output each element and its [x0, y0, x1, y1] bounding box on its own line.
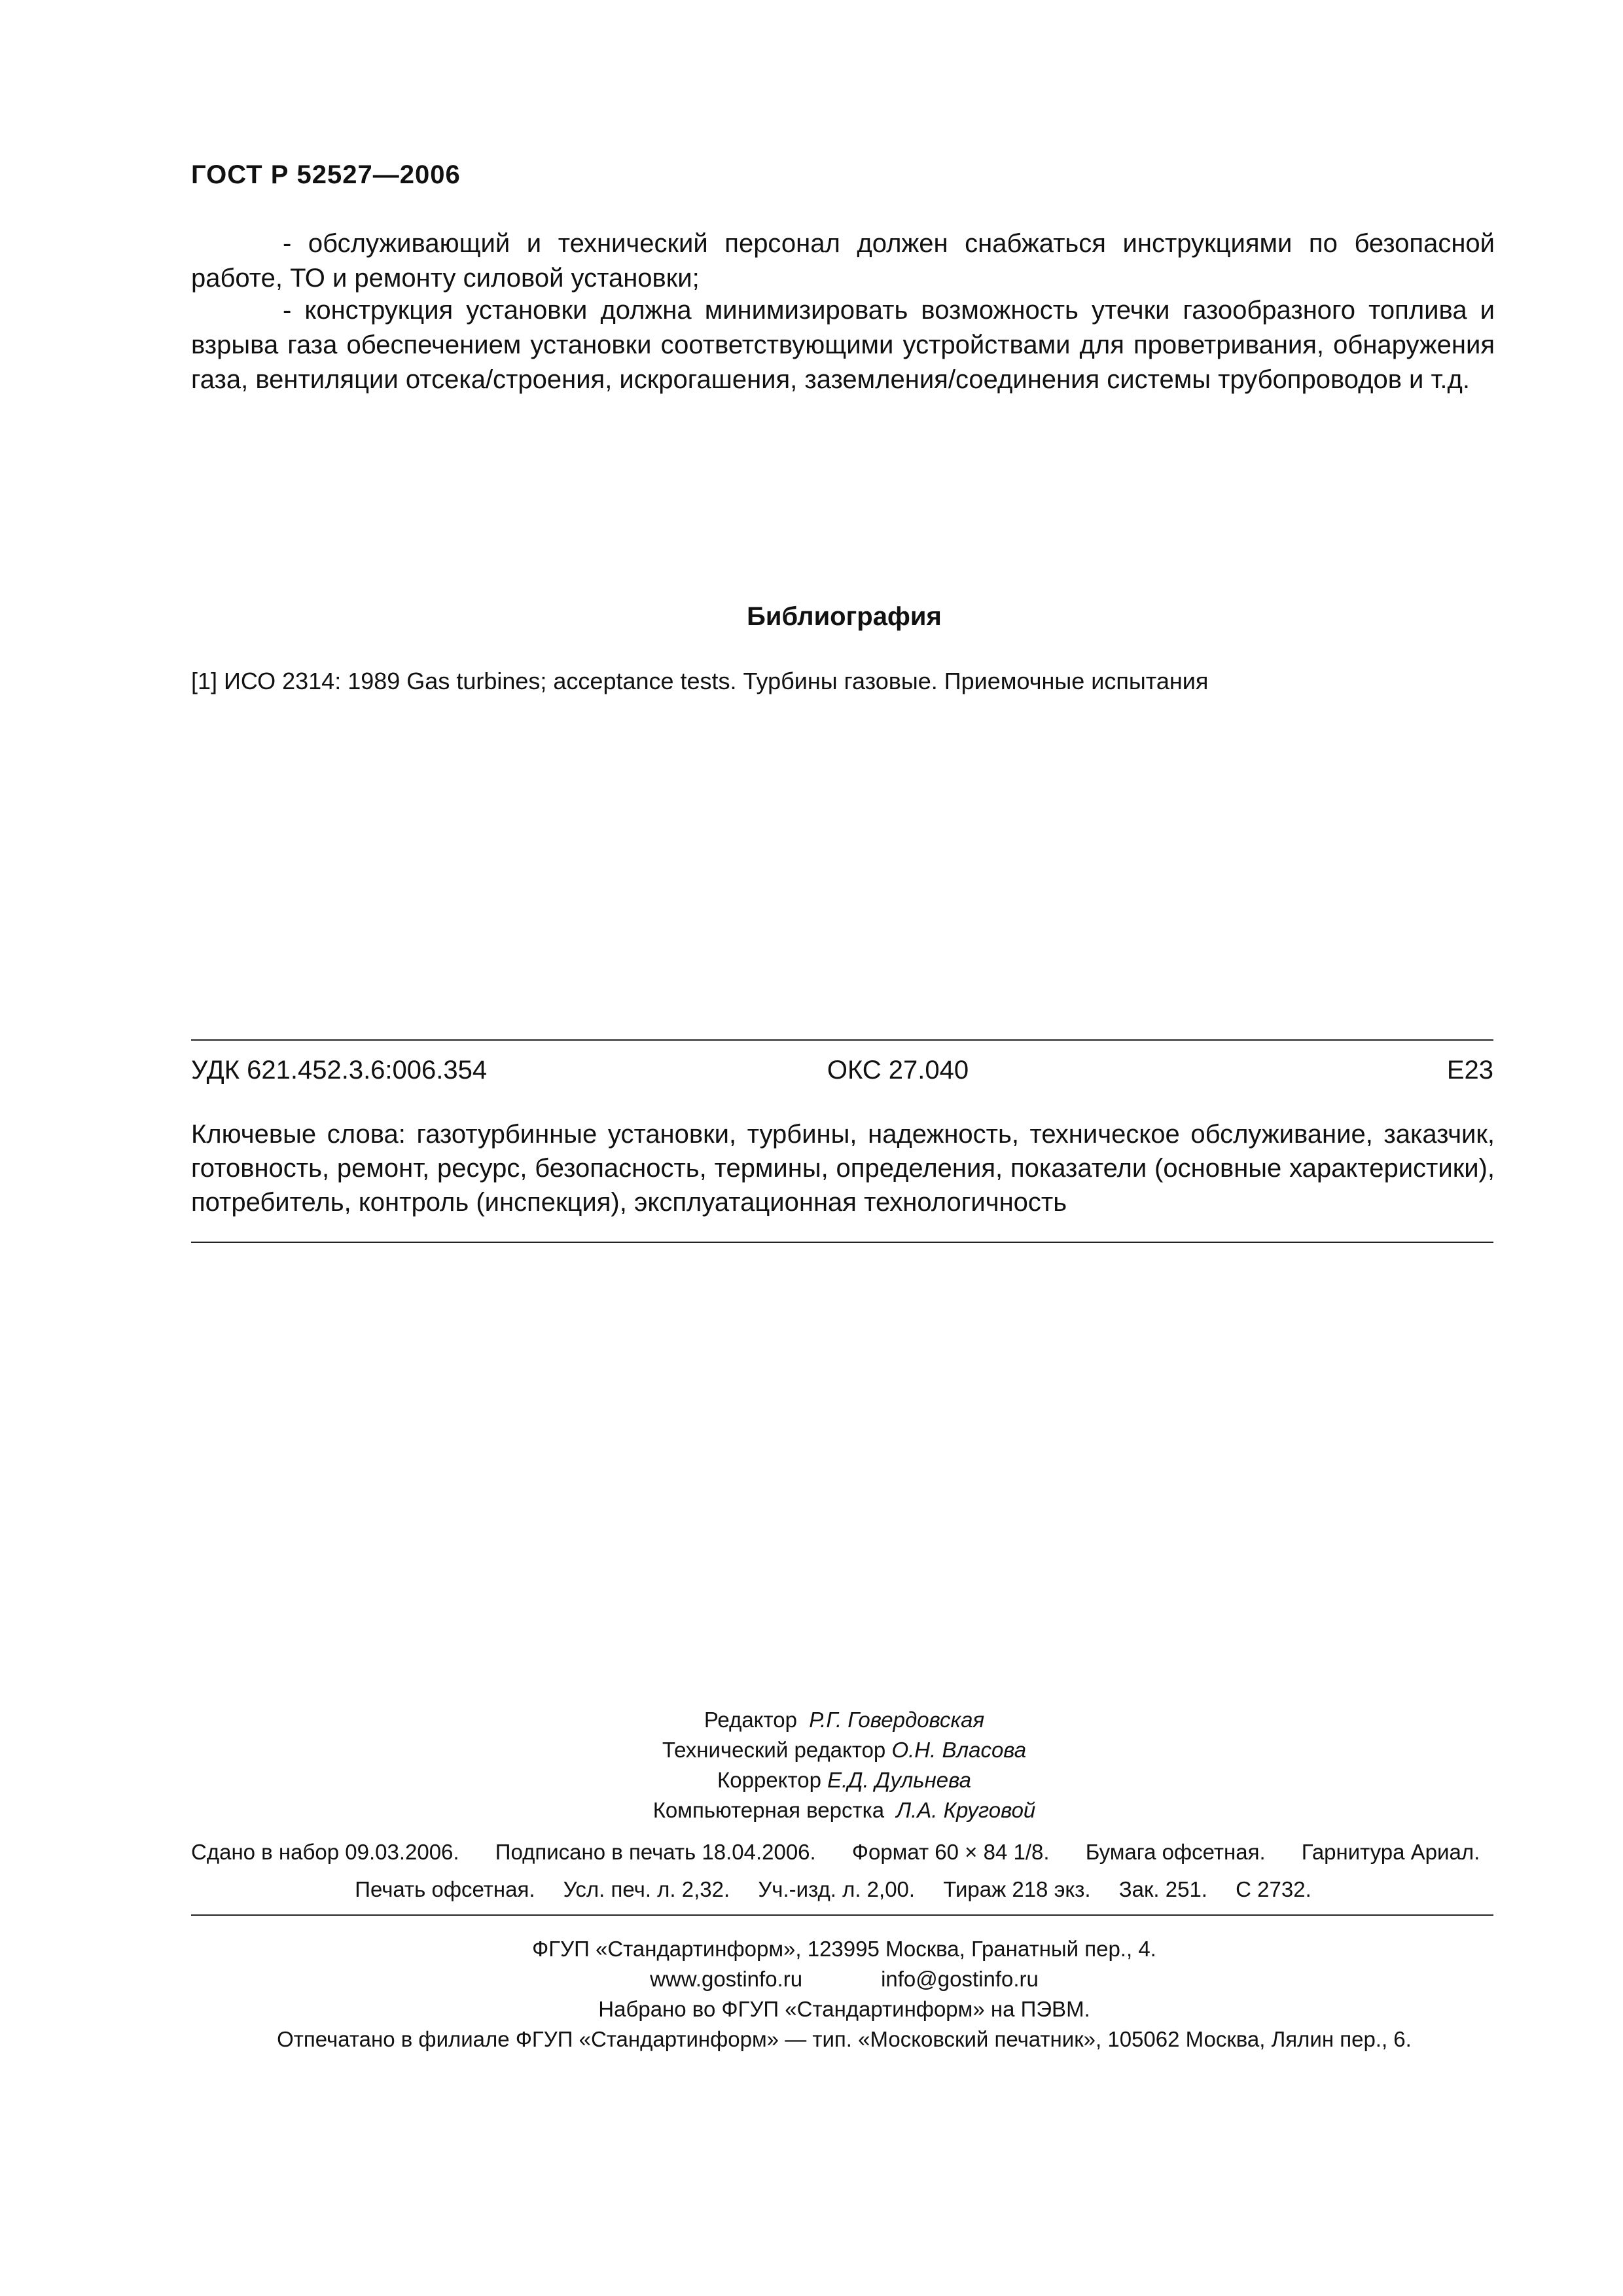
publication-line-1	[191, 1840, 1500, 1865]
credit-tech-editor-name: О.Н. Власова	[891, 1738, 1027, 1762]
footer-website[interactable]: www.gostinfo.ru	[650, 1967, 803, 1991]
pub-code: С 2732.	[1236, 1877, 1311, 1901]
credits	[0, 1705, 1623, 1825]
footer-printed: Отпечатано в филиале ФГУП «Стандартинформ» — тип. «Московский печатник», 105062 Москва, Лялин пер., 6.	[277, 2027, 1412, 2051]
credit-editor-name: Р.Г. Говердовская	[809, 1708, 985, 1732]
credit-layout-name: Л.А. Круговой	[896, 1798, 1036, 1822]
credit-corrector-label: Корректор	[717, 1768, 821, 1792]
pub-circulation: Тираж 218 экз.	[943, 1877, 1091, 1901]
credit-corrector	[0, 1765, 1623, 1795]
footer-contacts	[0, 1964, 1623, 1994]
credit-tech-editor	[0, 1735, 1623, 1765]
credit-corrector-name: Е.Д. Дульнева	[827, 1768, 971, 1792]
paragraph-personnel	[191, 226, 1495, 296]
divider-footer	[191, 1914, 1493, 1916]
pub-printing: Печать офсетная.	[355, 1877, 535, 1901]
udk-code: УДК 621.452.3.6:006.354	[191, 1056, 488, 1085]
pub-publisher-sheets: Уч.-изд. л. 2,00.	[758, 1877, 916, 1901]
footer-publisher: ФГУП «Стандартинформ», 123995 Москва, Гранатный пер., 4.	[532, 1937, 1156, 1961]
paragraph-construction	[191, 293, 1495, 397]
paragraph-personnel-text: - обслуживающий и технический персонал должен снабжаться инструкциями по безопасной работе, ТО и ремонту силовой установки;	[191, 229, 1495, 293]
footer-typeset: Набрано во ФГУП «Стандартинформ» на ПЭВМ.	[598, 1997, 1090, 2021]
credit-editor	[0, 1705, 1623, 1735]
publication-line-2	[0, 1877, 1623, 1902]
credit-editor-label: Редактор	[704, 1708, 797, 1732]
credit-layout-label: Компьютерная верстка	[652, 1798, 885, 1822]
keywords: Ключевые слова: газотурбинные установки, турбины, надежность, техническое обслуживание, заказчик, готовность, ремонт, ресурс, безопасность, термины, определения, показатели (основные характеристики), потребитель, контроль (инспекция), эксплуатационная технологичность	[191, 1120, 1495, 1217]
footer-email[interactable]: info@gostinfo.ru	[881, 1967, 1039, 1991]
pub-submitted: Сдано в набор 09.03.2006.	[191, 1840, 459, 1864]
pub-order: Зак. 251.	[1118, 1877, 1207, 1901]
classification-row	[191, 1056, 1493, 1090]
divider-keywords	[191, 1242, 1493, 1243]
paragraph-construction-text: - конструкция установки должна минимизировать возможность утечки газообразного топлива и взрыва газа обеспечением установки соответствующими устройствами для проветривания, обнаружения газа, вентиляции отсека/строения, искрогашения, заземления/соединения системы трубопроводов и т.д.	[191, 296, 1495, 394]
oks-code: ОКС 27.040	[827, 1056, 969, 1085]
pub-paper: Бумага офсетная.	[1085, 1840, 1266, 1864]
pub-sheets: Усл. печ. л. 2,32.	[563, 1877, 730, 1901]
footer	[0, 1934, 1623, 2054]
bibliography-entry: [1] ИСО 2314: 1989 Gas turbines; acceptance tests. Турбины газовые. Приемочные испытания	[191, 668, 1209, 694]
group-code: Е23	[1446, 1056, 1493, 1085]
credit-tech-editor-label: Технический редактор	[662, 1738, 886, 1762]
pub-signed: Подписано в печать 18.04.2006.	[495, 1840, 816, 1864]
pub-format: Формат 60 × 84 1/8.	[851, 1840, 1050, 1864]
credit-layout	[0, 1795, 1623, 1825]
bibliography-title: Библиография	[747, 602, 942, 631]
divider-top	[191, 1039, 1493, 1041]
pub-typeface: Гарнитура Ариал.	[1301, 1840, 1480, 1864]
document-header: ГОСТ Р 52527—2006	[191, 160, 461, 189]
